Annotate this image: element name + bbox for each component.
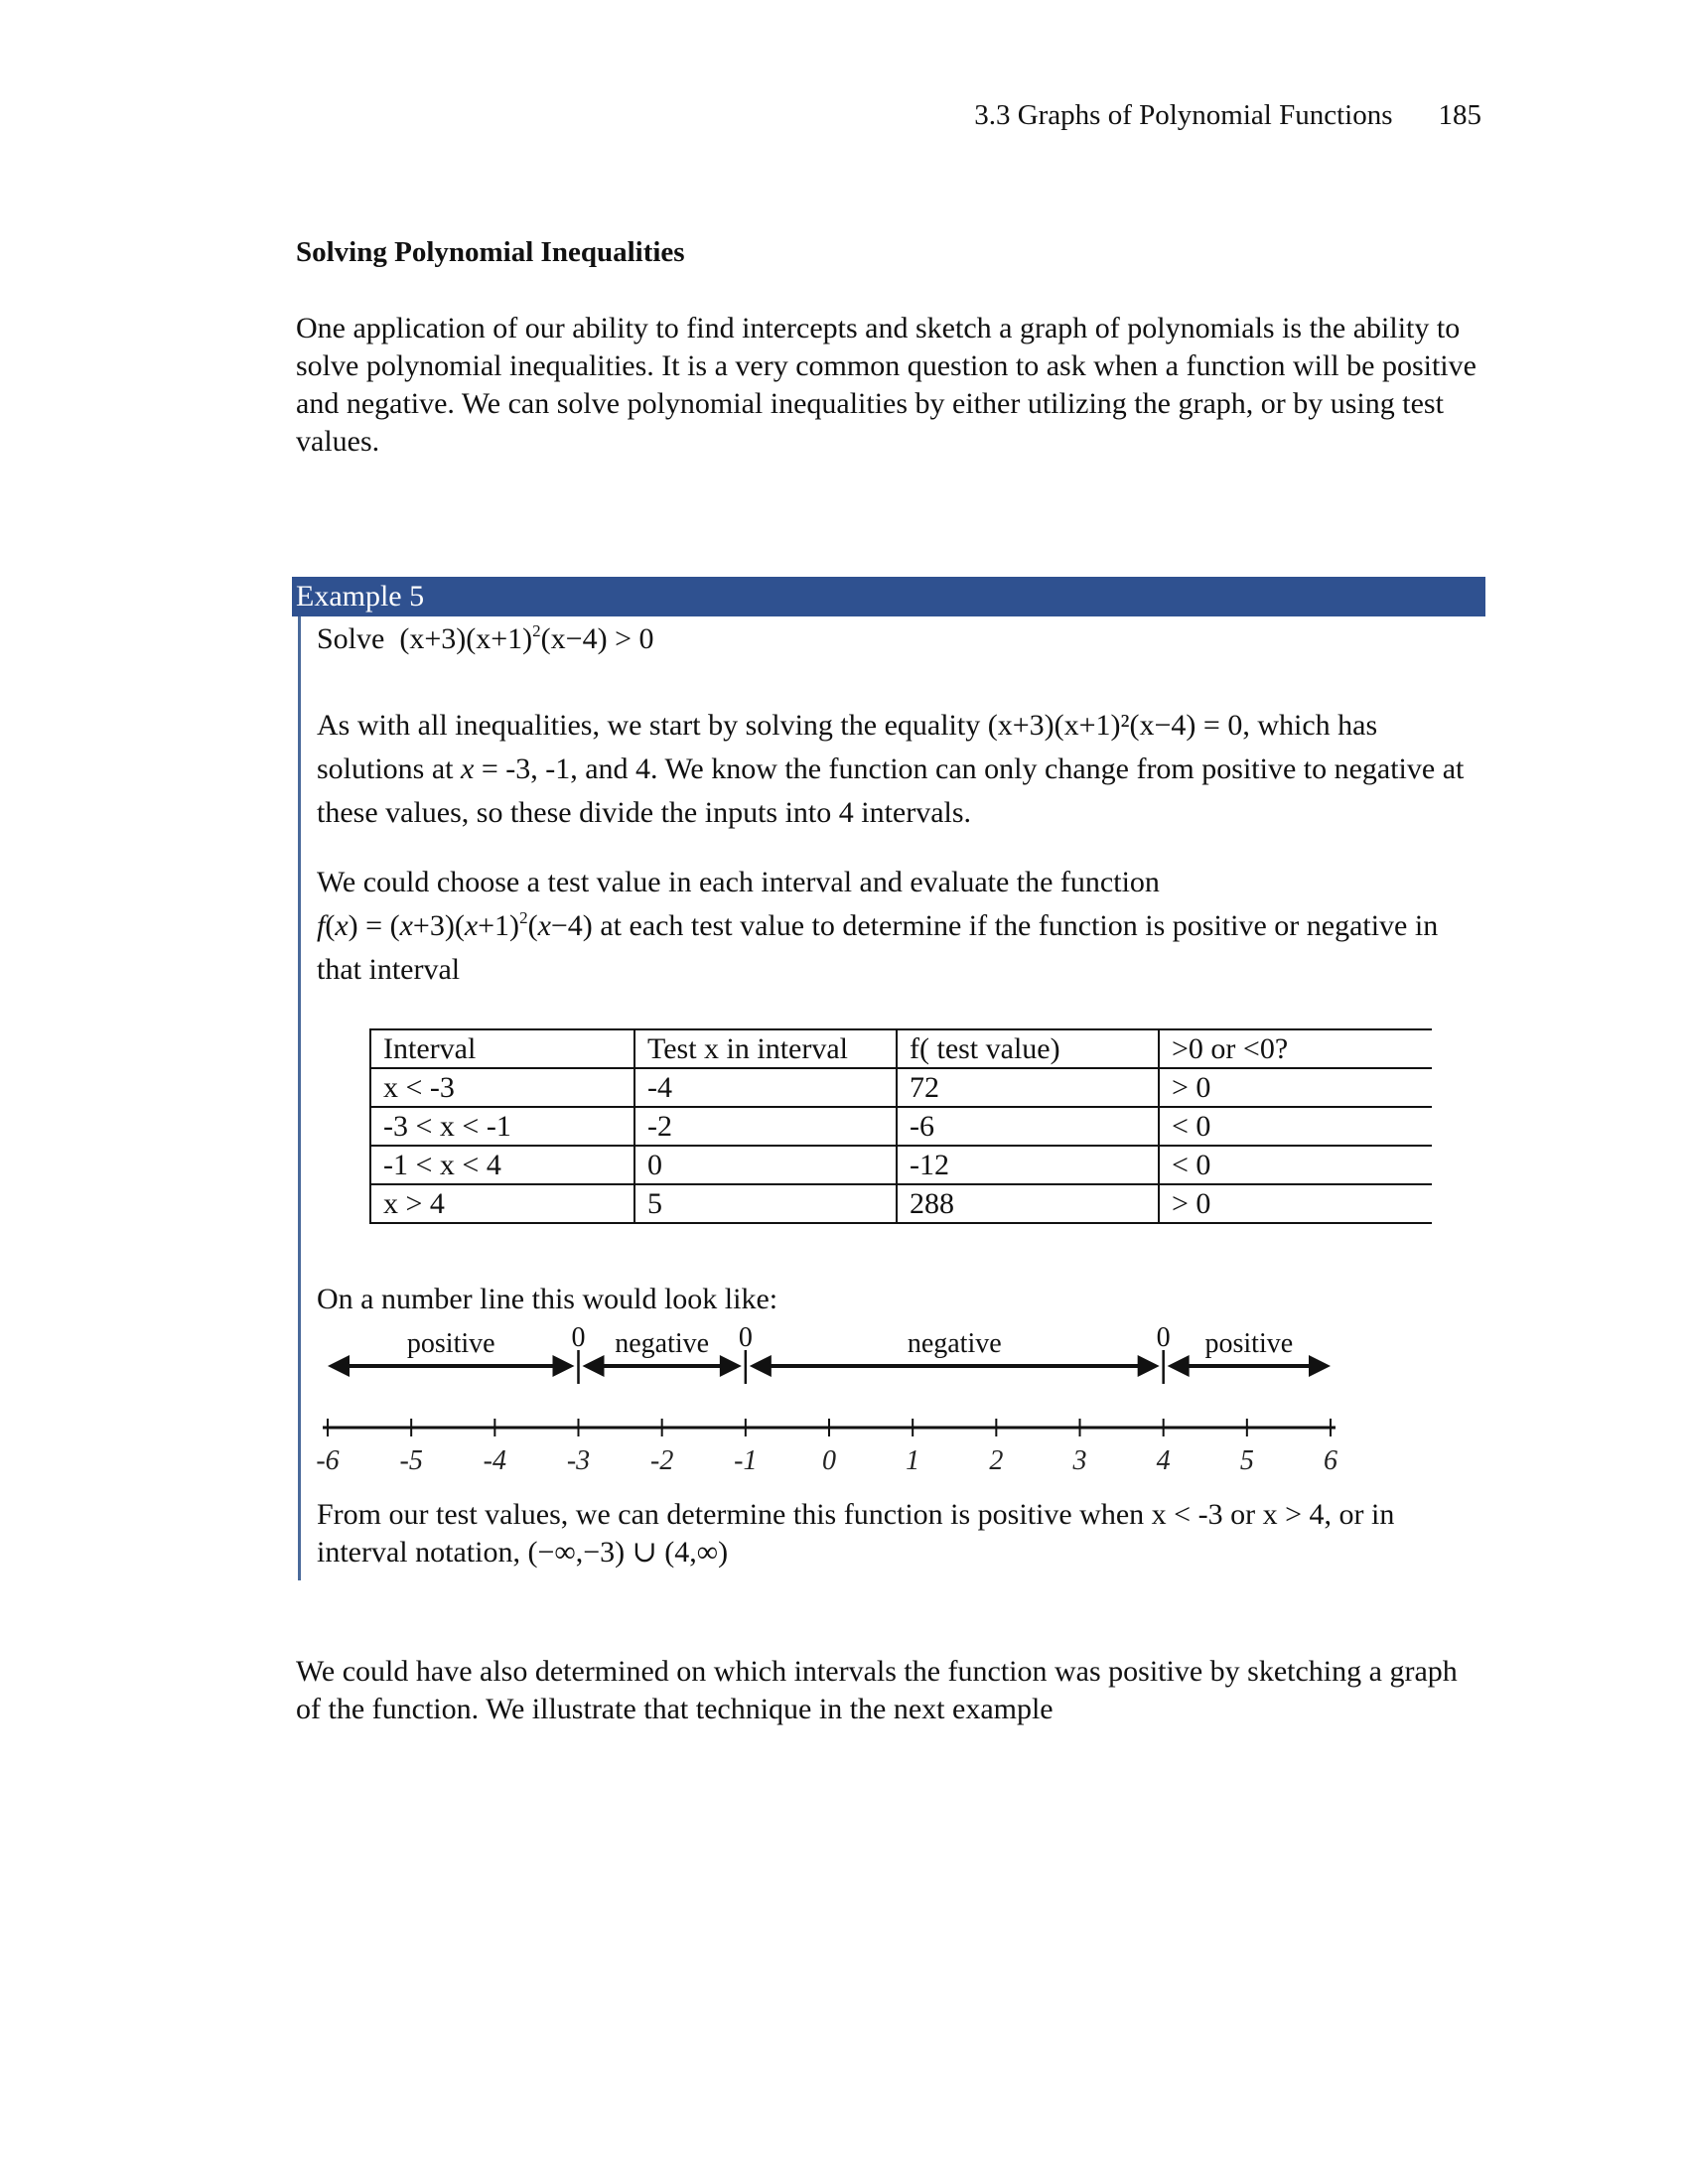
- tick-label: 2: [989, 1445, 1004, 1476]
- cell-f-value: -12: [897, 1146, 1159, 1184]
- zero-label: 0: [738, 1322, 753, 1353]
- cell-test-x: 5: [634, 1184, 897, 1223]
- sign-regions: [328, 1328, 1331, 1377]
- tick-label: 1: [906, 1445, 920, 1476]
- tick-label: -1: [734, 1445, 758, 1476]
- region-label: positive: [406, 1328, 495, 1359]
- cell-f-value: 72: [897, 1068, 1159, 1107]
- arrowhead-right: [553, 1355, 575, 1377]
- region-label: positive: [1204, 1328, 1294, 1359]
- region-label: negative: [615, 1328, 710, 1359]
- closing-paragraph: We could have also determined on which intervals the function was positive by sketching a graph of the function. We illustrate that technique in the next example: [296, 1655, 1458, 1725]
- zero-label: 0: [571, 1322, 586, 1353]
- cell-interval: x < -3: [370, 1068, 634, 1107]
- section-title: Solving Polynomial Inequalities: [296, 236, 685, 268]
- example-paragraph-2: We could choose a test value in each interval and evaluate the function $f(x) = (x+3)(x+1)^2(x-4)$ at each test value to determine if the function is positive or negative in that interval: [317, 866, 1439, 986]
- tick-label: 5: [1239, 1445, 1254, 1476]
- equality-expression: (x+3)(x+1)²(x−4) = 0: [987, 709, 1243, 742]
- tick-label: 3: [1072, 1445, 1087, 1476]
- numberline-intro: On a number line this would look like:: [317, 1283, 778, 1315]
- cell-interval: -1 < x < 4: [370, 1146, 634, 1184]
- condition-2: x > 4: [1262, 1498, 1325, 1531]
- arrowhead-right: [720, 1355, 742, 1377]
- solve-label: Solve: [317, 622, 385, 655]
- header-sign: >0 or <0?: [1159, 1029, 1432, 1068]
- region-positive: [328, 1328, 575, 1377]
- cell-interval: x > 4: [370, 1184, 634, 1223]
- page-number: 185: [1438, 99, 1481, 131]
- example-problem: [317, 620, 1488, 658]
- sign-number-line: [308, 1320, 1360, 1476]
- tick-label: 0: [822, 1445, 836, 1476]
- zero-label: 0: [1156, 1322, 1171, 1353]
- table-row: [370, 1146, 1432, 1184]
- region-label: negative: [907, 1328, 1002, 1359]
- interval-notation: (−∞,−3) ∪ (4,∞): [527, 1536, 729, 1569]
- cell-sign: < 0: [1159, 1107, 1432, 1146]
- condition-1: x < -3: [1151, 1498, 1223, 1531]
- tick-label: -3: [566, 1445, 591, 1476]
- test-value-table: [369, 1028, 1432, 1224]
- cell-sign: > 0: [1159, 1068, 1432, 1107]
- table-row: [370, 1184, 1432, 1223]
- tick-label: -2: [650, 1445, 674, 1476]
- cell-f-value: -6: [897, 1107, 1159, 1146]
- example-banner: Example 5: [292, 577, 1485, 616]
- intro-paragraph: One application of our ability to find intercepts and sketch a graph of polynomials is the ability to solve polynomial inequalities. It is a very common question to ask when a function will be positive and negative. We can solve polynomial inequalities by either utilizing the graph, or by using test values.: [296, 312, 1477, 458]
- tick-label: 6: [1324, 1445, 1337, 1476]
- cell-f-value: 288: [897, 1184, 1159, 1223]
- region-positive: [1168, 1328, 1331, 1377]
- tick-label: 4: [1156, 1445, 1171, 1476]
- arrowhead-left: [1168, 1355, 1190, 1377]
- cell-test-x: 0: [634, 1146, 897, 1184]
- table-row: [370, 1107, 1432, 1146]
- arrowhead-right: [1138, 1355, 1160, 1377]
- cell-sign: > 0: [1159, 1184, 1432, 1223]
- function-definition: $f(x) = (x+3)(x+1)^2(x-4)$: [317, 908, 593, 942]
- tick-label: -6: [316, 1445, 340, 1476]
- tick-label: -4: [483, 1445, 506, 1476]
- cell-test-x: -4: [634, 1068, 897, 1107]
- cell-test-x: -2: [634, 1107, 897, 1146]
- example-paragraph-1: As with all inequalities, we start by solving the equality (x+3)(x+1)²(x−4) = 0, which has solutions at x = -3, -1, and 4. We know the function can only change from positive to negative at these values, so these divide the inputs into 4 intervals.: [317, 709, 1465, 829]
- arrowhead-left: [328, 1355, 350, 1377]
- header-interval: Interval: [370, 1029, 634, 1068]
- running-header: [0, 99, 1481, 132]
- problem-expression: $(x+3)(x+1)^2(x-4) > 0$: [399, 621, 654, 655]
- cell-interval: -3 < x < -1: [370, 1107, 634, 1146]
- header-section-title: 3.3 Graphs of Polynomial Functions: [974, 99, 1393, 131]
- header-f-test-value: f( test value): [897, 1029, 1159, 1068]
- cell-sign: < 0: [1159, 1146, 1432, 1184]
- table-header-row: [370, 1029, 1432, 1068]
- arrowhead-left: [750, 1355, 772, 1377]
- table-row: [370, 1068, 1432, 1107]
- example-left-rule: [298, 616, 301, 1580]
- arrowhead-right: [1309, 1355, 1331, 1377]
- header-test-x: Test x in interval: [634, 1029, 897, 1068]
- region-negative: [583, 1328, 742, 1377]
- region-negative: [750, 1328, 1160, 1377]
- tick-label: -5: [399, 1445, 423, 1476]
- arrowhead-left: [583, 1355, 605, 1377]
- example-conclusion: From our test values, we can determine this function is positive when x < -3 or x > 4, or in interval notation, (−∞,−3) ∪ (4,∞): [317, 1498, 1395, 1569]
